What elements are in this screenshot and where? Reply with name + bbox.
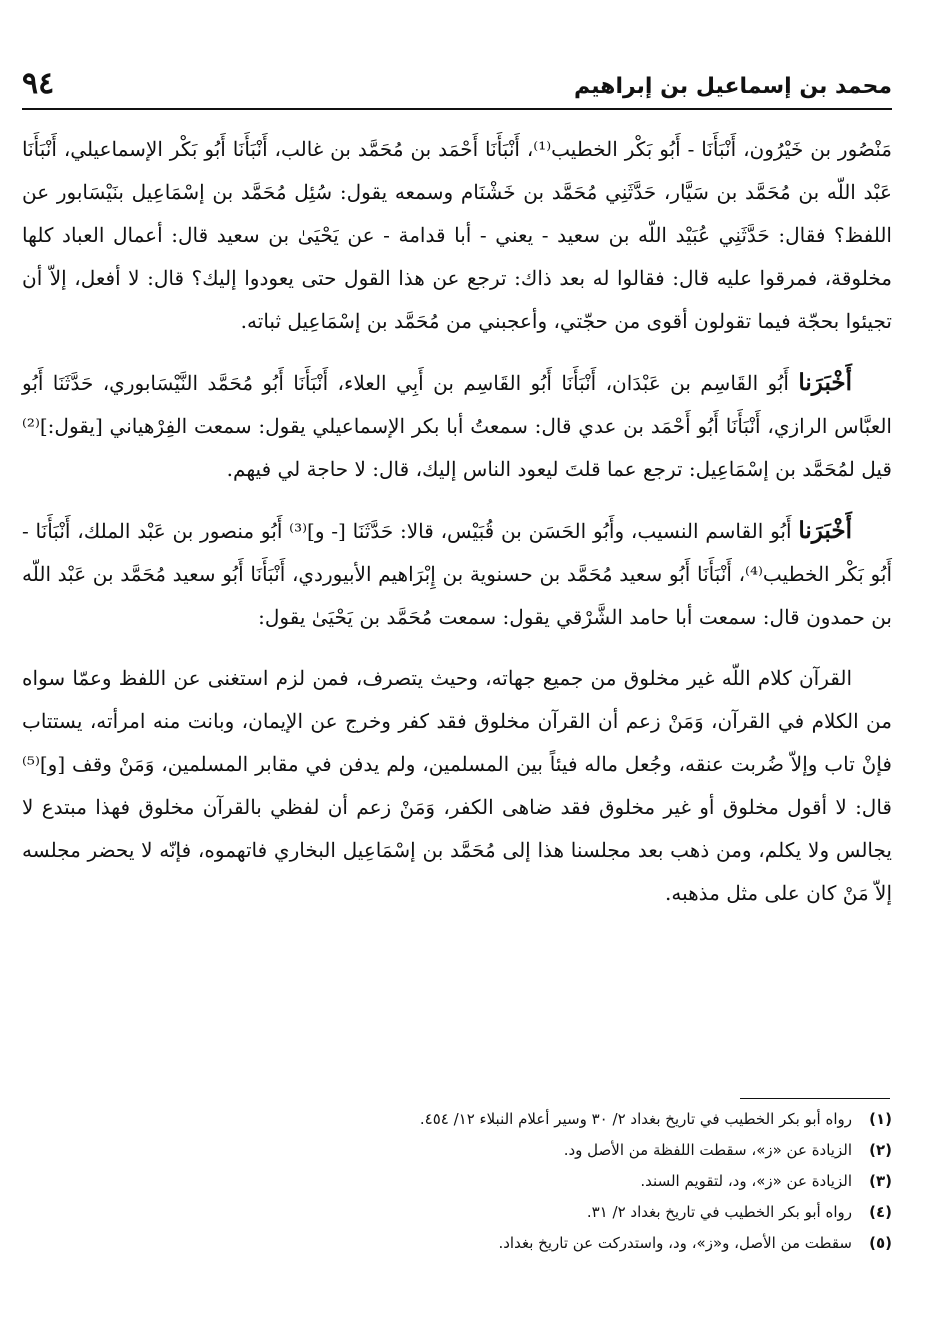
paragraph <box>22 128 892 343</box>
footnote-number: (١) <box>869 1110 892 1128</box>
footnote <box>22 1197 892 1228</box>
header-divider <box>22 108 892 110</box>
footnotes <box>22 1104 892 1259</box>
footnote-number: (٢) <box>869 1141 892 1159</box>
main-text <box>22 128 892 933</box>
footnote-number: (٣) <box>869 1172 892 1190</box>
paragraph-text: القرآن كلام اللّه غير مخلوق من جميع جهاته، وحيث يتصرف، فمن لزم استغنى عن اللفظ وعمّا سواه من الكلام في القرآن، وَمَنْ زعم أن القرآن مخلوق فقد كفر وخرج عن الإيمان، وبانت منه امرأته، يستتاب فإنْ تاب وإلاّ ضُربت عنقه، وجُعل ماله فيئاً بين المسلمين، ولم يدفن في مقابر المسلمين، وَمَنْ وقف [و]⁽⁵⁾ قال: لا أقول مخلوق أو غير مخلوق فقد ضاهى الكفر، وَمَنْ زعم أن لفظي بالقرآن مخلوق فهذا مبتدع لا يجالس ولا يكلم، ومن ذهب بعد مجلسنا هذا إلى مُحَمَّد بن إسْمَاعِيل البخاري فاتهموه، فإنّه لا يحضر مجلسه إلاّ مَنْ كان على مثل مذهبه. <box>22 666 892 905</box>
page-header <box>22 62 892 102</box>
page-number: ٩٤ <box>22 66 55 101</box>
footnote <box>22 1104 892 1135</box>
footnote-text: سقطت من الأصل، و«ز»، ود، واستدركت عن تاريخ بغداد. <box>498 1234 852 1252</box>
footnote-divider <box>740 1098 890 1099</box>
paragraph-text: أَبُو القَاسِم بن عَبْدَان، أَنْبَأَنَا أَبُو القَاسِم بن أَبِي العلاء، أَنْبَأَنَا أَبُو مُحَمَّد النَّيْسَابوري، حَدَّثَنَا أَبُو العبَّاس الرازي، أَنْبَأَنَا أَبُو أَحْمَد بن عدي قال: سمعتُ أبا بكر الإسماعيلي يقول: سمعت الفِرْهياني [يقول:]⁽²⁾ قيل لمُحَمَّد بن إسْمَاعِيل: ترجع عما قلتَ ليعود الناس إليك، قال: لا حاجة لي فيهم. <box>22 371 892 481</box>
paragraph-text: مَنْصُور بن خَيْرُون، أَنْبَأَنَا - أَبُو بَكْر الخطيب⁽¹⁾، أَنْبَأَنَا أَحْمَد بن مُحَمَّد بن غالب، أَنْبَأَنَا أَبُو بَكْر الإسماعيلي، أَنْبَأَنَا عَبْد اللّه بن مُحَمَّد بن سَيَّار، حَدَّثَنِي مُحَمَّد بن خَشْنَام وسمعه يقول: سُئِل مُحَمَّد بن إسْمَاعِيل بنَيْسَابور عن اللفظ؟ فقال: حَدَّثَنِي عُبَيْد اللّه بن سعيد - يعني - أبا قدامة - عن يَحْيَىٰ بن سعيد قال: أعمال العباد كلها مخلوقة، فمرقوا عليه قال: فقالوا له بعد ذاك: ترجع عن هذا القول حتى يعودوا إليك؟ قال: لا أفعل، إلاّ أن تجيئوا بحجّة فيما تقولون أقوى من حجّتي، وأعجبني من مُحَمَّد بن إسْمَاعِيل ثباته. <box>22 137 892 333</box>
footnote <box>22 1135 892 1166</box>
footnote-text: الزيادة عن «ز»، سقطت اللفظة من الأصل ود. <box>563 1141 852 1159</box>
paragraph <box>22 657 892 915</box>
paragraph-lead-word: أَخْبَرَنا <box>798 369 852 396</box>
paragraph-text: أَبُو القاسم النسيب، وأَبُو الحَسَن بن قُبَيْس، قالا: حَدَّثَنَا [- و]⁽³⁾ أَبُو منصور بن عَبْد الملك، أَنْبَأَنَا - أَبُو بَكْر الخطيب⁽⁴⁾، أَنْبَأَنَا أَبُو سعيد مُحَمَّد بن حسنوية بن إِبْرَاهيم الأبيوردي، أَنْبَأَنَا أَبُو سعيد مُحَمَّد بن عَبْد اللّه بن حمدون قال: سمعت أبا حامد الشَّرْقي يقول: سمعت مُحَمَّد بن يَحْيَىٰ يقول: <box>22 519 892 629</box>
paragraph <box>22 509 892 639</box>
footnote-number: (٤) <box>869 1203 892 1221</box>
footnote-text: رواه أبو بكر الخطيب في تاريخ بغداد ٢/ ٣١. <box>586 1203 852 1221</box>
paragraph-lead-word: أَخْبَرَنا <box>798 517 852 544</box>
footnote-text: رواه أبو بكر الخطيب في تاريخ بغداد ٢/ ٣٠ وسير أعلام النبلاء ١٢/ ٤٥٤. <box>419 1110 852 1128</box>
running-title: محمد بن إسماعيل بن إبراهيم <box>573 74 892 99</box>
footnote-text: الزيادة عن «ز»، ود، لتقويم السند. <box>640 1172 852 1190</box>
footnote-number: (٥) <box>869 1234 892 1252</box>
paragraph <box>22 361 892 491</box>
footnote <box>22 1228 892 1259</box>
footnote <box>22 1166 892 1197</box>
